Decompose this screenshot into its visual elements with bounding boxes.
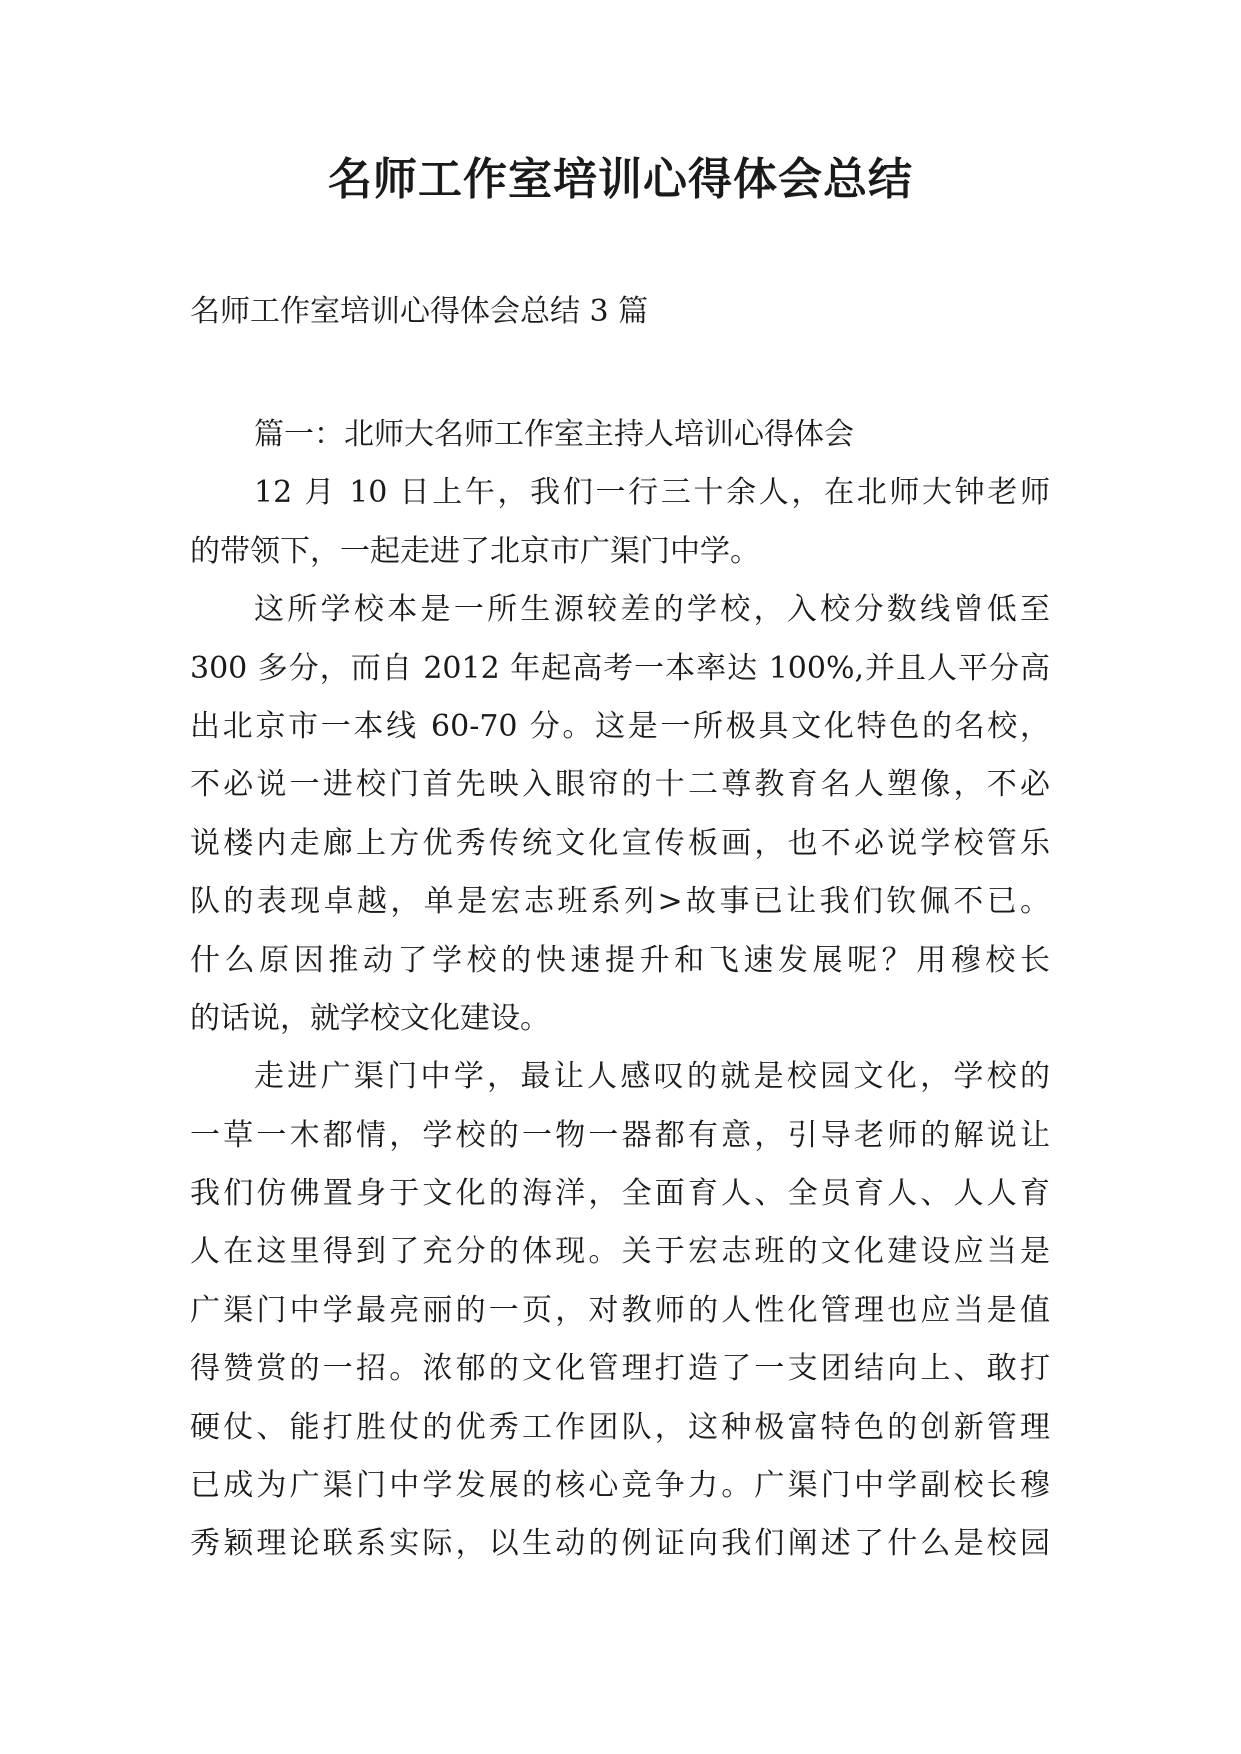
paragraph-line: 出北京市一本线 60-70 分。这是一所极具文化特色的名校， [190, 708, 1050, 744]
paragraph-line: 得赞赏的一招。浓郁的文化管理打造了一支团结向上、敢打 [190, 1351, 1050, 1387]
paragraph-line: 300 多分，而自 2012 年起高考一本率达 100%,并且人平分高 [190, 650, 1050, 686]
paragraph-line: 12 月 10 日上午，我们一行三十余人，在北师大钟老师 [254, 475, 1050, 511]
paragraph-line: 走进广渠门中学，最让人感叹的就是校园文化，学校的 [254, 1059, 1050, 1095]
paragraph-line: 秀颖理论联系实际，以生动的例证向我们阐述了什么是校园 [190, 1526, 1050, 1562]
document-title: 名师工作室培训心得体会总结 [328, 154, 913, 205]
paragraph-line: 什么原因推动了学校的快速提升和飞速发展呢？用穆校长 [190, 942, 1050, 978]
paragraph-line: 人在这里得到了充分的体现。关于宏志班的文化建设应当是 [190, 1234, 1050, 1270]
paragraph-line: 广渠门中学最亮丽的一页，对教师的人性化管理也应当是值 [190, 1292, 1050, 1328]
paragraph-line: 队的表现卓越，单是宏志班系列>故事已让我们钦佩不已。 [190, 884, 1050, 920]
paragraph-line: 说楼内走廊上方优秀传统文化宣传板画，也不必说学校管乐 [190, 825, 1050, 861]
paragraph-line: 这所学校本是一所生源较差的学校，入校分数线曾低至 [254, 592, 1050, 628]
paragraph-line: 的话说，就学校文化建设。 [190, 1000, 550, 1036]
paragraph-line: 硬仗、能打胜仗的优秀工作团队，这种极富特色的创新管理 [190, 1409, 1050, 1445]
paragraph-line: 不必说一进校门首先映入眼帘的十二尊教育名人塑像，不必 [190, 767, 1050, 803]
document-body [190, 406, 1050, 1574]
paragraph-line: 的带领下，一起走进了北京市广渠门中学。 [190, 533, 760, 569]
paragraph-line: 我们仿佛置身于文化的海洋，全面育人、全员育人、人人育 [190, 1176, 1050, 1212]
paragraph-line: 已成为广渠门中学发展的核心竞争力。广渠门中学副校长穆 [190, 1468, 1050, 1504]
section-heading: 篇一：北师大名师工作室主持人培训心得体会 [254, 417, 854, 452]
document-subtitle: 名师工作室培训心得体会总结 3 篇 [190, 294, 649, 329]
paragraph-line: 一草一木都情，学校的一物一器都有意，引导老师的解说让 [190, 1117, 1050, 1153]
